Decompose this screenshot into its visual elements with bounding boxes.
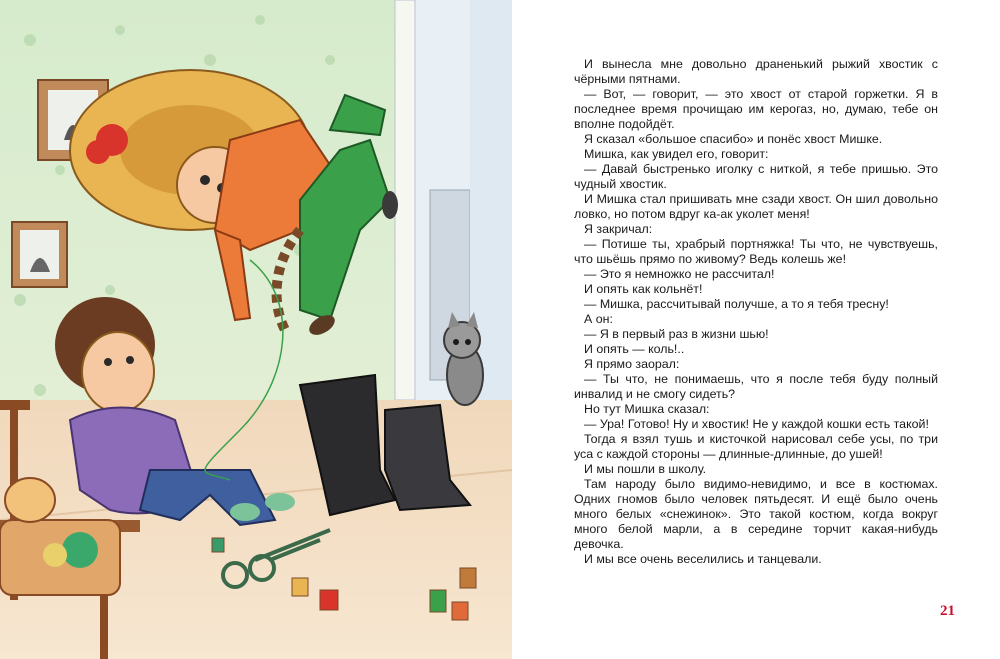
paragraph: Я прямо заорал:: [584, 357, 680, 371]
paragraph: Там народу было видимо-невидимо, и все в костюмах. Одних гномов было человек пятьдесят. И ещё было очень много белых «снежинок». Это такой костюм, когда вокруг много белой марли, а в середине торчит какая-нибудь девочка.: [574, 477, 938, 551]
paragraph: Но тут Мишка сказал:: [584, 402, 710, 416]
paragraph: И опять как кольнёт!: [584, 282, 703, 296]
paragraph: И мы все очень веселились и танцевали.: [584, 552, 822, 566]
paragraph: И опять — коль!..: [584, 342, 685, 356]
paragraph: — Вот, — говорит, — это хвост от старой горжетки. Я в последнее время прочищаю им керогаз, но, думаю, тебе он вполне подойдёт.: [574, 87, 938, 131]
paragraph: И вынесла мне довольно драненький рыжий хвостик с чёрными пятнами.: [574, 57, 938, 86]
paragraph: А он:: [584, 312, 613, 326]
paragraph: — Потише ты, храбрый портняжка! Ты что, не чувствуешь, что шьёшь прямо по живому? Ведь колешь же!: [574, 237, 938, 266]
paragraph: И мы пошли в школу.: [584, 462, 707, 476]
paragraph: Я сказал «большое спасибо» и понёс хвост Мишке.: [584, 132, 883, 146]
picture-frame-bottom: [12, 222, 67, 287]
paragraph: — Ура! Готово! Ну и хвостик! Не у каждой кошки есть такой!: [584, 417, 929, 431]
text-column: [574, 57, 938, 567]
paragraph: — Давай быстренько иголку с ниткой, я тебе пришью. Это чудный хвостик.: [574, 162, 938, 191]
paragraph: Я закричал:: [584, 222, 653, 236]
paragraph: — Это я немножко не рассчитал!: [584, 267, 775, 281]
paragraph: — Мишка, рассчитывай получше, а то я тебя тресну!: [584, 297, 889, 311]
paragraph: И Мишка стал пришивать мне сзади хвост. Он шил довольно ловко, но потом вдруг ка-ак уколет меня!: [574, 192, 938, 221]
page-number: 21: [940, 603, 955, 619]
paragraph: — Ты что, не понимаешь, что я после тебя буду полный инвалид и не смогу сидеть?: [574, 372, 938, 401]
paragraph: — Я в первый раз в жизни шью!: [584, 327, 769, 341]
paragraph: Тогда я взял тушь и кисточкой нарисовал себе усы, по три уса с каждой стороны — длинные-длинные, до ушей!: [574, 432, 938, 461]
cat: [444, 312, 483, 405]
paragraph: Мишка, как увидел его, говорит:: [584, 147, 769, 161]
